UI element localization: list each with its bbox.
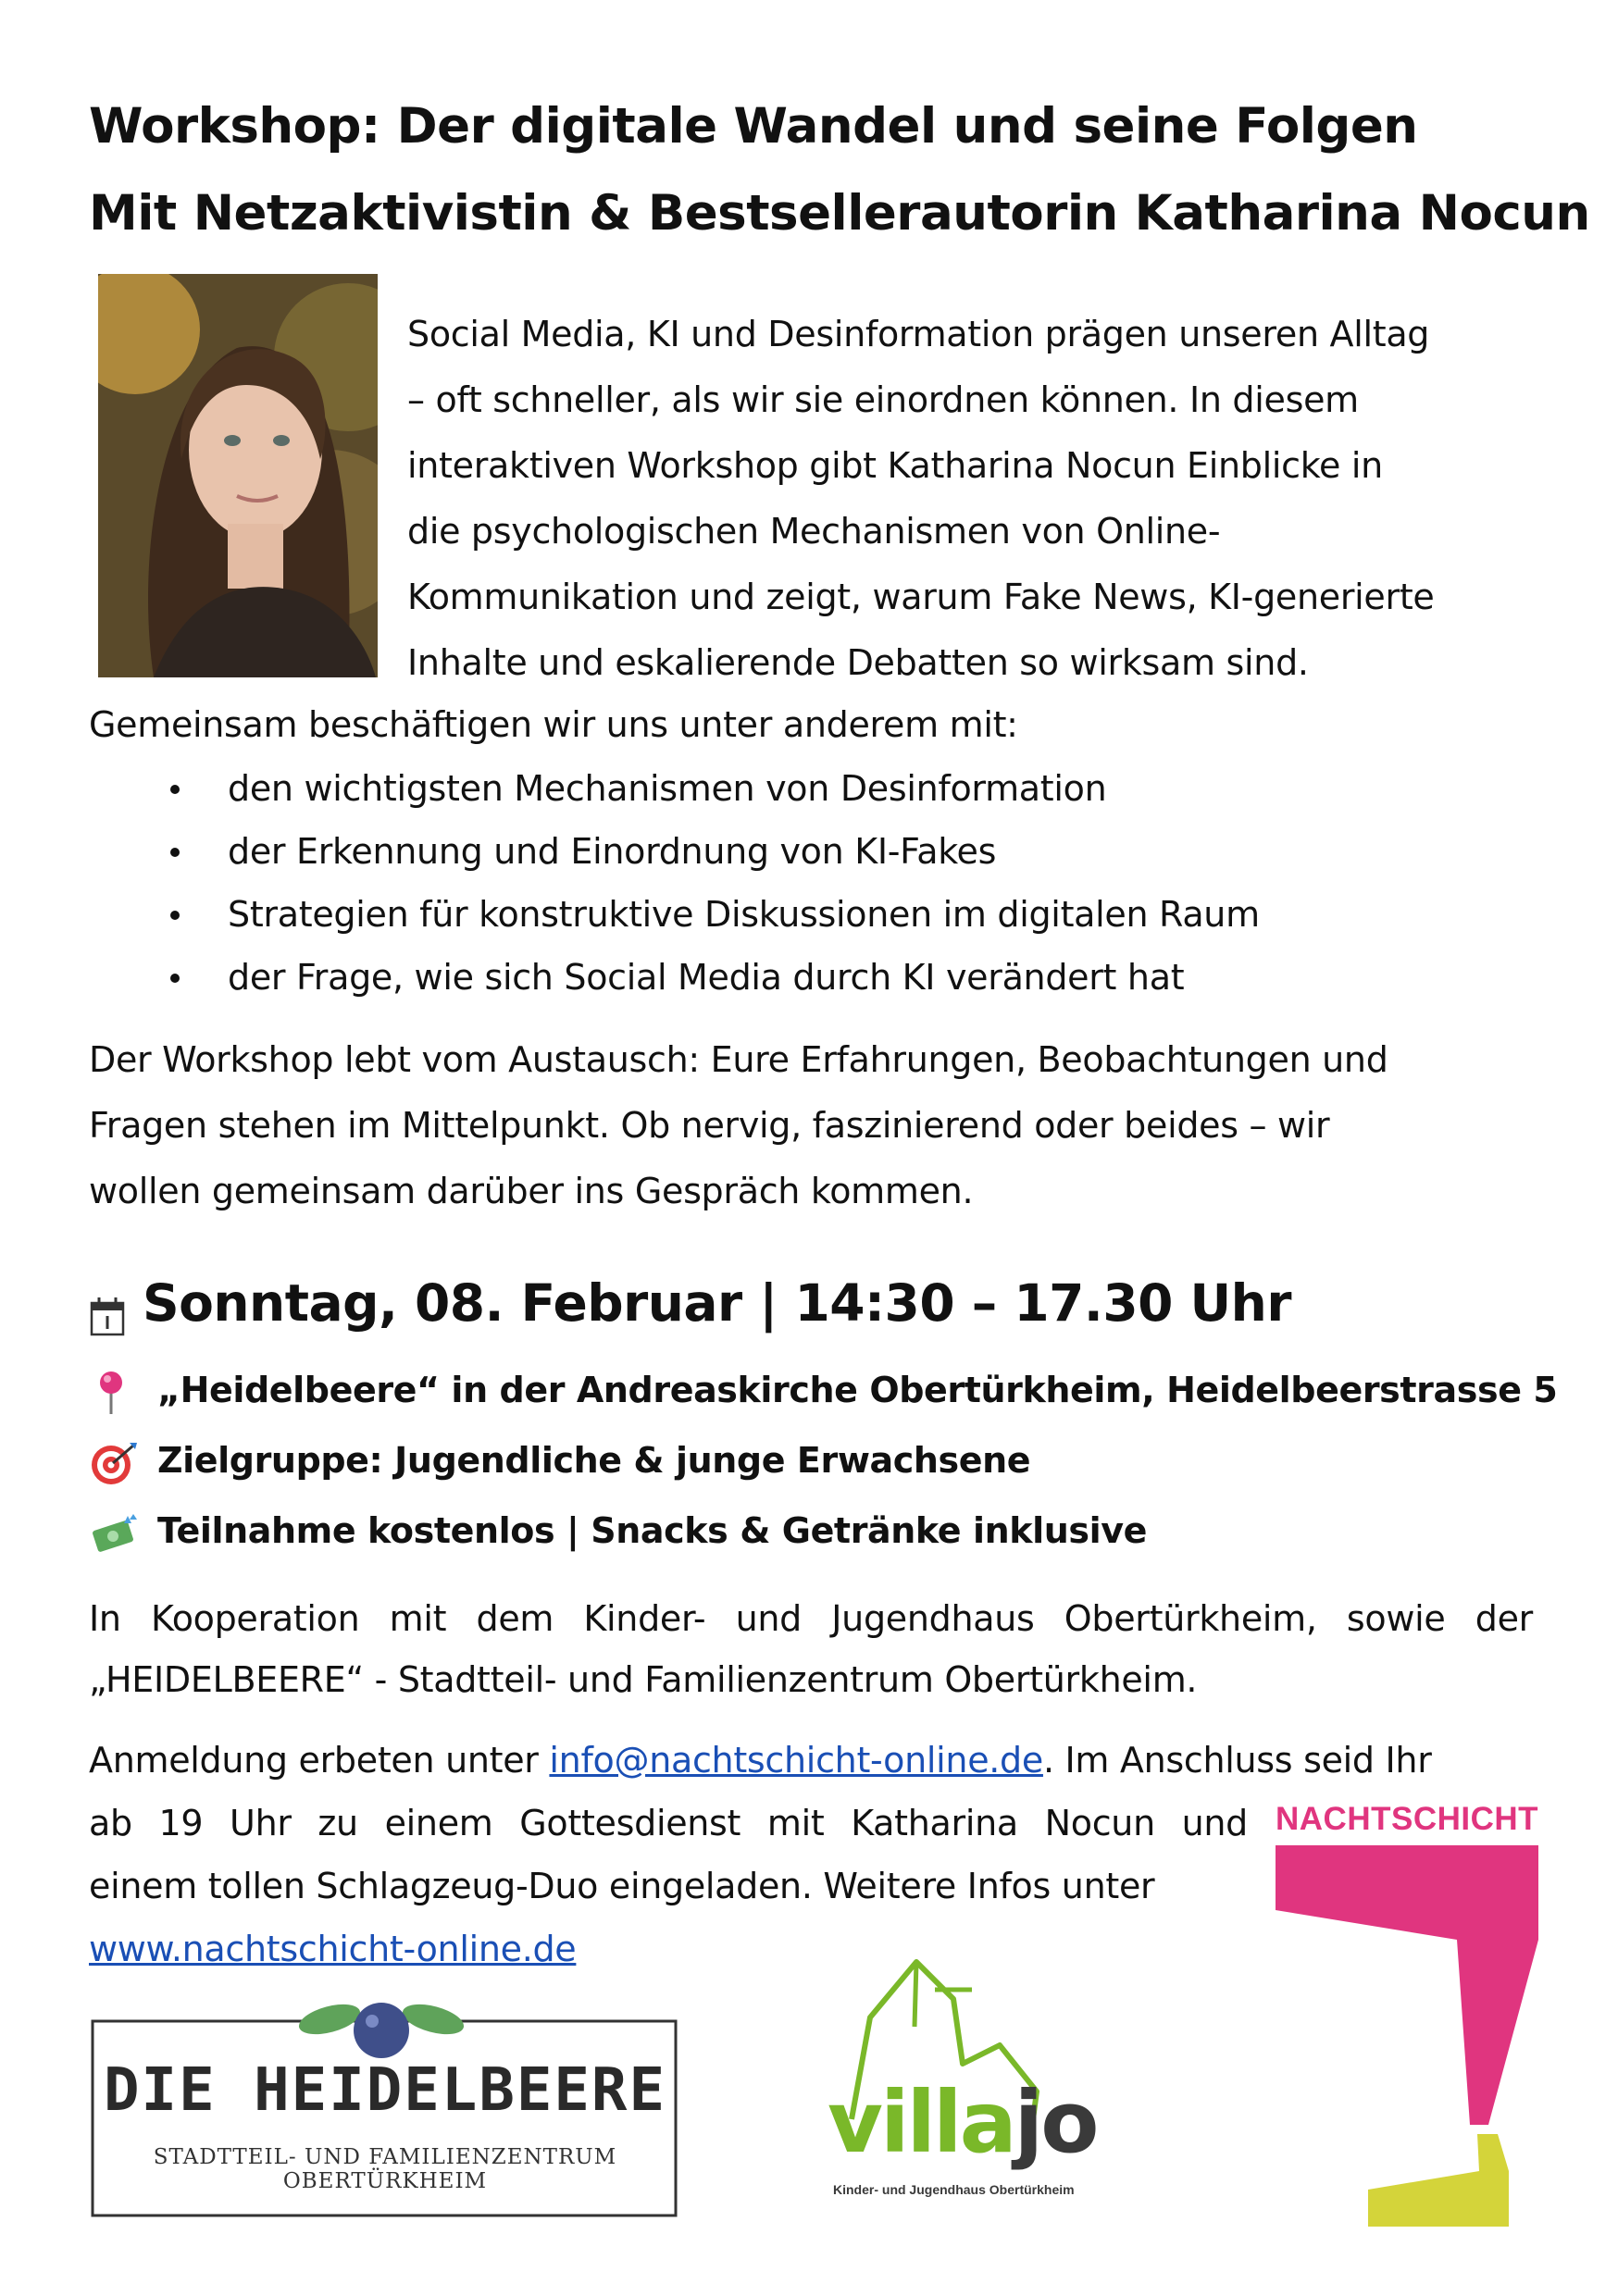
cooperation-line: „HEIDELBEERE“ - Stadtteil- und Familienzentrum Obertürkheim. <box>89 1659 1198 1700</box>
event-date <box>89 1266 1291 1340</box>
intro-line: Inhalte und eskalierende Debatten so wirksam sind. <box>407 642 1309 683</box>
intro-line: Social Media, KI und Desinformation prägen unseren Alltag <box>407 314 1430 354</box>
workshop-paragraph <box>89 1027 1570 1224</box>
event-location <box>89 1362 1557 1418</box>
event-date-text: Sonntag, 08. Februar | 14:30 – 17.30 Uhr <box>143 1273 1291 1333</box>
money-icon <box>89 1510 141 1557</box>
heidelbeere-logo-subtitle: STADTTEIL- UND FAMILIENZENTRUM OBERTÜRKHEIM <box>153 2145 617 2193</box>
list-item: der Frage, wie sich Social Media durch KI verändert hat <box>89 946 1570 1009</box>
villa-text: villa <box>828 2073 1014 2172</box>
villajo-logo-subtitle: Kinder- und Jugendhaus Obertürkheim <box>833 2182 1075 2197</box>
intro-line: Kommunikation und zeigt, warum Fake News, KI-generierte <box>407 577 1435 617</box>
registration-line: ab 19 Uhr zu einem Gottesdienst mit Katharina Nocun und <box>89 1803 1248 1843</box>
target-icon <box>89 1440 141 1486</box>
list-item: den wichtigsten Mechanismen von Desinformation <box>89 757 1570 820</box>
nachtschicht-logo-text: NACHTSCHICHT <box>1276 1801 1539 1837</box>
event-fee <box>89 1503 1147 1558</box>
jo-text: jo <box>1014 2073 1097 2172</box>
speaker-photo <box>98 274 378 677</box>
paragraph-line: Der Workshop lebt vom Austausch: Eure Erfahrungen, Beobachtungen und <box>89 1039 1388 1080</box>
registration-prefix: Anmeldung erbeten unter <box>89 1740 550 1781</box>
intro-tail: Gemeinsam beschäftigen wir uns unter anderem mit: <box>89 704 1018 745</box>
list-item: Strategien für konstruktive Diskussionen im digitalen Raum <box>89 883 1570 946</box>
registration-line <box>89 1729 1551 1792</box>
event-fee-text: Teilnahme kostenlos | Snacks & Getränke inklusive <box>157 1510 1148 1551</box>
intro-paragraph <box>407 302 1555 696</box>
cooperation-text <box>89 1588 1533 1710</box>
website-link[interactable]: www.nachtschicht-online.de <box>89 1929 577 1969</box>
event-audience-text: Zielgruppe: Jugendliche & junge Erwachsene <box>157 1440 1031 1481</box>
calendar-icon <box>89 1284 126 1330</box>
event-audience <box>89 1433 1030 1488</box>
pushpin-icon <box>89 1370 141 1416</box>
title-line-2: Mit Netzaktivistin & Bestsellerautorin Katharina Nocun <box>89 185 1590 242</box>
topic-list <box>89 757 1570 1009</box>
event-location-text: „Heidelbeere“ in der Andreaskirche Obertürkheim, Heidelbeerstrasse 5 <box>157 1370 1558 1410</box>
list-item: der Erkennung und Einordnung von KI-Fakes <box>89 820 1570 883</box>
cooperation-line: In Kooperation mit dem Kinder- und Jugendhaus Obertürkheim, sowie der <box>89 1598 1533 1639</box>
heidelbeere-logo-title: DIE HEIDELBEERE <box>104 2056 666 2125</box>
email-link[interactable]: info@nachtschicht-online.de <box>549 1740 1043 1781</box>
intro-line: die psychologischen Mechanismen von Online- <box>407 511 1221 552</box>
intro-line: interaktiven Workshop gibt Katharina Nocun Einblicke in <box>407 445 1383 486</box>
registration-suffix: . Im Anschluss seid Ihr <box>1042 1740 1432 1781</box>
title-line-1: Workshop: Der digitale Wandel und seine Folgen <box>89 98 1418 155</box>
paragraph-line: Fragen stehen im Mittelpunkt. Ob nervig, faszinierend oder beides – wir <box>89 1105 1330 1146</box>
nachtschicht-logo <box>1276 1801 1538 2227</box>
villajo-logo-word <box>828 2073 1097 2172</box>
intro-line: – oft schneller, als wir sie einordnen können. In diesem <box>407 379 1359 420</box>
registration-line: einem tollen Schlagzeug-Duo eingeladen. Weitere Infos unter <box>89 1866 1155 1906</box>
paragraph-line: wollen gemeinsam darüber ins Gespräch kommen. <box>89 1171 974 1211</box>
